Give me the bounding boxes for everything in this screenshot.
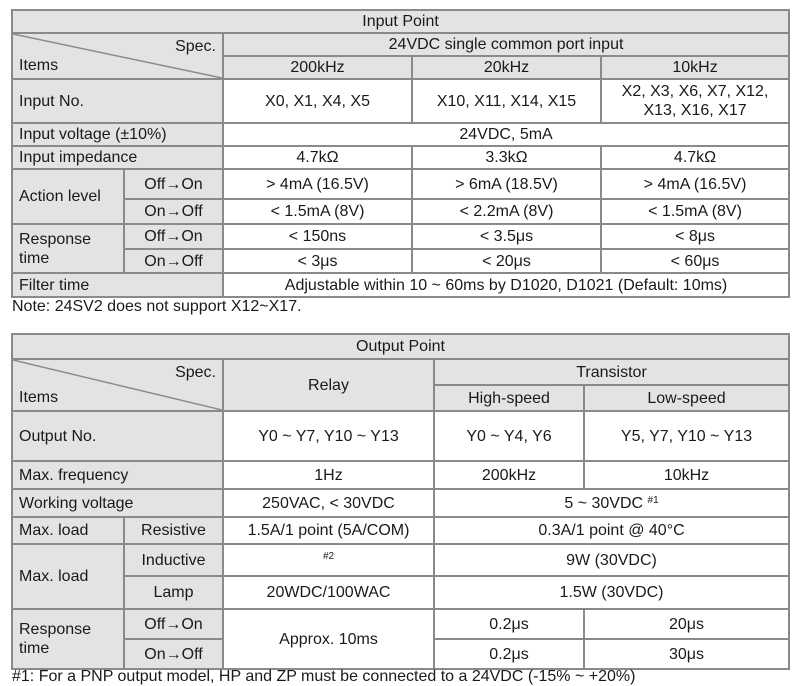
cell xyxy=(601,79,789,123)
row-label xyxy=(12,609,124,669)
spec-items-header xyxy=(12,33,223,79)
column-header-high-speed: High-speed xyxy=(434,385,584,411)
cell: < 3μs xyxy=(223,249,412,273)
cell: < 3.5μs xyxy=(412,224,601,249)
cell: < 1.5mA (8V) xyxy=(601,199,789,224)
column-header-200khz: 200kHz xyxy=(223,56,412,79)
table-row xyxy=(12,576,789,609)
row-label: Working voltage xyxy=(12,489,223,517)
column-header-low-speed: Low-speed xyxy=(584,385,789,411)
table-row xyxy=(12,249,789,273)
cell: Y0 ~ Y4, Y6 xyxy=(434,411,584,461)
cell: 200kHz xyxy=(434,461,584,489)
table-row xyxy=(12,489,789,517)
sub-label: Lamp xyxy=(124,576,223,609)
cell: 0.2μs xyxy=(434,609,584,639)
row-label: Max. frequency xyxy=(12,461,223,489)
sub-label: Off→On xyxy=(124,609,223,639)
input-point-table xyxy=(11,9,790,298)
cell: < 2.2mA (8V) xyxy=(412,199,601,224)
label-line: Response xyxy=(19,621,92,638)
relay-header: Relay xyxy=(223,359,434,411)
cell: Y0 ~ Y7, Y10 ~ Y13 xyxy=(223,411,434,461)
input-table-title: Input Point xyxy=(12,10,789,33)
output-point-table xyxy=(11,333,790,670)
column-header-20khz: 20kHz xyxy=(412,56,601,79)
table-row xyxy=(12,273,789,297)
cell: < 20μs xyxy=(412,249,601,273)
table-row xyxy=(12,199,789,224)
items-label: Items xyxy=(19,389,59,406)
cell: 4.7kΩ xyxy=(601,146,789,169)
cell: 20μs xyxy=(584,609,789,639)
cell: 250VAC, < 30VDC xyxy=(223,489,434,517)
cell: < 150ns xyxy=(223,224,412,249)
group-header: 24VDC single common port input xyxy=(223,33,789,56)
row-label xyxy=(12,224,124,273)
cell: 0.2μs xyxy=(434,639,584,669)
cell-line: X13, X16, X17 xyxy=(643,102,747,119)
table-row xyxy=(12,517,789,544)
output-table-title: Output Point xyxy=(12,334,789,359)
row-label: Input No. xyxy=(12,79,223,123)
column-header-10khz: 10kHz xyxy=(601,56,789,79)
cell: < 1.5mA (8V) xyxy=(223,199,412,224)
cell: 1Hz xyxy=(223,461,434,489)
table-row xyxy=(12,544,789,576)
spec-label: Spec. xyxy=(175,38,216,55)
row-label: Input voltage (±10%) xyxy=(12,123,223,146)
transistor-header: Transistor xyxy=(434,359,789,385)
label-line: time xyxy=(19,249,50,267)
table-row xyxy=(12,411,789,461)
sub-label: Inductive xyxy=(124,544,223,576)
cell: 4.7kΩ xyxy=(223,146,412,169)
cell: 10kHz xyxy=(584,461,789,489)
row-label: Input impedance xyxy=(12,146,223,169)
spec-items-header xyxy=(12,359,223,411)
cell: 0.3A/1 point @ 40°C xyxy=(434,517,789,544)
table-row xyxy=(12,123,789,146)
output-footnote: #1: For a PNP output model, HP and ZP must be connected to a 24VDC (-15% ~ +20%) xyxy=(12,668,636,685)
cell: Y5, Y7, Y10 ~ Y13 xyxy=(584,411,789,461)
row-label: Output No. xyxy=(12,411,223,461)
sub-label: On→Off xyxy=(124,639,223,669)
footnote-ref: #2 xyxy=(322,551,335,562)
table-row xyxy=(12,224,789,249)
cell: 1.5W (30VDC) xyxy=(434,576,789,609)
cell: Adjustable within 10 ~ 60ms by D1020, D1021 (Default: 10ms) xyxy=(223,273,789,297)
cell: 30μs xyxy=(584,639,789,669)
spec-label: Spec. xyxy=(175,364,216,381)
table-row xyxy=(12,146,789,169)
cell: < 8μs xyxy=(601,224,789,249)
input-note: Note: 24SV2 does not support X12~X17. xyxy=(12,298,302,315)
table-row xyxy=(12,79,789,123)
row-label: Action level xyxy=(12,169,124,224)
table-row xyxy=(12,169,789,199)
cell: 9W (30VDC) xyxy=(434,544,789,576)
cell: 1.5A/1 point (5A/COM) xyxy=(223,517,434,544)
cell: > 4mA (16.5V) xyxy=(223,169,412,199)
label-line: time xyxy=(19,640,50,657)
cell: > 6mA (18.5V) xyxy=(412,169,601,199)
cell: > 4mA (16.5V) xyxy=(601,169,789,199)
cell: Approx. 10ms xyxy=(223,609,434,669)
cell: 24VDC, 5mA xyxy=(223,123,789,146)
cell: X0, X1, X4, X5 xyxy=(223,79,412,123)
table-row xyxy=(12,461,789,489)
items-label: Items xyxy=(19,57,59,74)
cell: X10, X11, X14, X15 xyxy=(412,79,601,123)
row-label: Max. load xyxy=(12,544,124,609)
cell: 20WDC/100WAC xyxy=(223,576,434,609)
cell: < 60μs xyxy=(601,249,789,273)
sub-label: Off→On xyxy=(124,224,223,249)
cell-line: X2, X3, X6, X7, X12, xyxy=(621,83,769,100)
sub-label: Off→On xyxy=(124,169,223,199)
sub-label: On→Off xyxy=(124,199,223,224)
footnote-ref: #1 xyxy=(647,494,659,506)
row-label: Filter time xyxy=(12,273,223,297)
row-label: Max. load xyxy=(12,517,124,544)
sub-label: On→Off xyxy=(124,249,223,273)
label-line: Response xyxy=(19,230,92,248)
cell: 3.3kΩ xyxy=(412,146,601,169)
cell: 5 ~ 30VDC $^{\#1}$ xyxy=(434,489,789,517)
sub-label: Resistive xyxy=(124,517,223,544)
cell xyxy=(223,544,434,576)
table-row xyxy=(12,609,789,639)
